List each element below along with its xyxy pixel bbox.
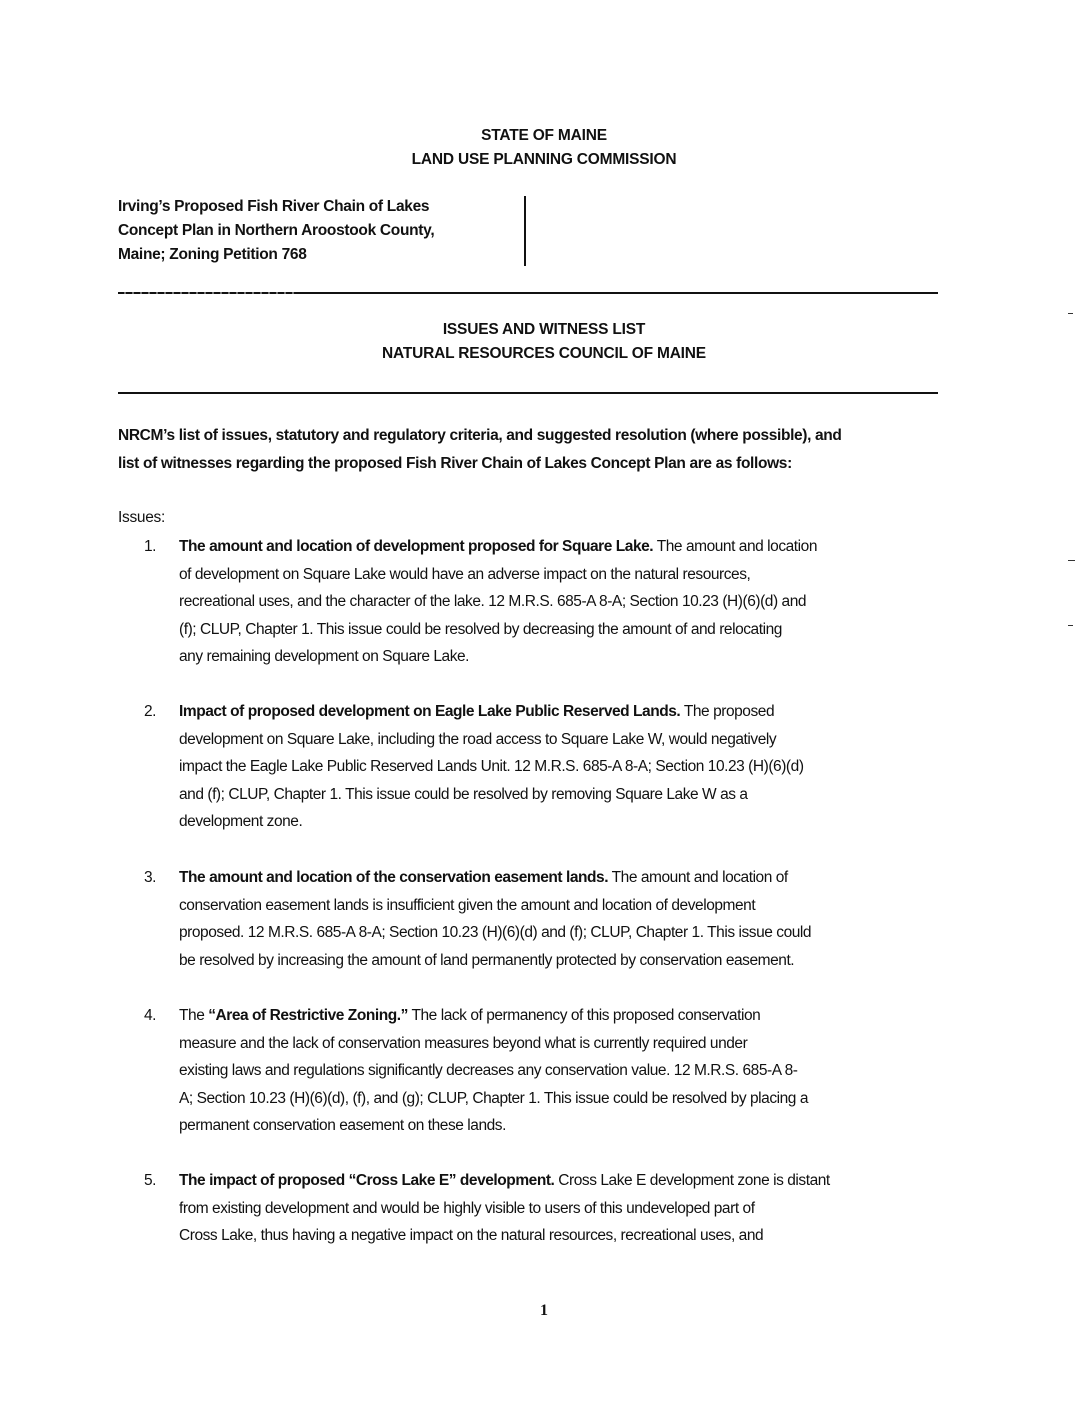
issue-text: The proposed <box>680 703 775 720</box>
document-title-line: ISSUES AND WITNESS LIST <box>442 321 646 338</box>
issue-heading: Impact of proposed development on Eagle Lake Public Reserved Lands. <box>179 703 681 720</box>
issue-text: (f); CLUP, Chapter 1. This issue could be resolved by decreasing the amount of and relocating <box>179 620 782 638</box>
issue-text: existing laws and regulations significantly decreases any conservation value. 12 M.R.S. 685-A 8- <box>179 1062 798 1079</box>
issue-body <box>179 698 949 836</box>
issue-number: 3. <box>144 869 157 886</box>
intro-paragraph <box>118 422 948 478</box>
issue-text: The amount and location of <box>608 869 788 886</box>
caption-line: Irving’s Proposed Fish River Chain of Lakes <box>118 198 430 215</box>
scan-artifact-mark <box>1068 560 1075 561</box>
horizontal-rule-artifact <box>118 292 298 294</box>
issue-heading: The amount and location of development proposed for Square Lake. <box>179 538 654 555</box>
issue-text: be resolved by increasing the amount of land permanently protected by conservation easement. <box>179 951 795 969</box>
issue-body <box>179 864 949 974</box>
issue-text: A; Section 10.23 (H)(6)(d), (f), and (g); CLUP, Chapter 1. This issue could be resolved by placing a <box>179 1089 809 1107</box>
document-title <box>0 318 1088 366</box>
issues-label: Issues: <box>118 509 166 526</box>
issue-text: Cross Lake, thus having a negative impact on the natural resources, recreational uses, and <box>179 1227 764 1244</box>
issue-text: recreational uses, and the character of the lake. 12 M.R.S. 685-A 8-A; Section 10.23 (H)(6)(d) and <box>179 593 807 610</box>
issue-number: 2. <box>144 703 157 720</box>
issue-text: and (f); CLUP, Chapter 1. This issue could be resolved by removing Square Lake W as a <box>179 785 748 803</box>
issue-heading: The amount and location of the conservation easement lands. <box>179 869 609 886</box>
issue-text: proposed. 12 M.R.S. 685-A 8-A; Section 10.23 (H)(6)(d) and (f); CLUP, Chapter 1. This issue could <box>179 924 812 941</box>
issue-number: 1. <box>144 538 157 555</box>
organization-name: NATURAL RESOURCES COUNCIL OF MAINE <box>382 345 706 362</box>
scan-artifact-mark <box>1068 625 1073 626</box>
issue-body <box>179 533 949 671</box>
case-caption <box>118 195 434 267</box>
issue-heading: “Area of Restrictive Zoning.” <box>208 1007 408 1024</box>
issue-text: impact the Eagle Lake Public Reserved Lands Unit. 12 M.R.S. 685-A 8-A; Section 10.23 (H)(6)(d) <box>179 758 804 775</box>
agency-header <box>0 124 1088 172</box>
issue-text: The amount and location <box>653 538 817 555</box>
caption-divider <box>524 196 526 266</box>
issue-text: of development on Square Lake would have an adverse impact on the natural resources, <box>179 565 751 583</box>
scan-artifact-mark <box>1068 313 1073 314</box>
issue-text: permanent conservation easement on these lands. <box>179 1117 506 1134</box>
issue-text: development on Square Lake, including the road access to Square Lake W, would negatively <box>179 730 777 748</box>
issue-text: from existing development and would be highly visible to users of this undeveloped part of <box>179 1199 755 1217</box>
issue-number: 4. <box>144 1007 157 1024</box>
page-number: 1 <box>540 1302 548 1319</box>
issue-heading-prefix: The <box>179 1007 209 1024</box>
issue-body <box>179 1002 949 1140</box>
issue-text: any remaining development on Square Lake. <box>179 648 470 665</box>
issue-text: Cross Lake E development zone is distant <box>554 1172 830 1189</box>
caption-line: Concept Plan in Northern Aroostook County, <box>118 222 435 239</box>
intro-line: NRCM’s list of issues, statutory and regulatory criteria, and suggested resolution (where possible), and <box>118 427 842 444</box>
issue-number: 5. <box>144 1172 157 1189</box>
intro-line: list of witnesses regarding the proposed Fish River Chain of Lakes Concept Plan are as follows: <box>118 455 792 472</box>
issue-heading: The impact of proposed “Cross Lake E” development. <box>179 1172 555 1189</box>
issue-text: The lack of permanency of this proposed conservation <box>407 1007 761 1024</box>
caption-line: Maine; Zoning Petition 768 <box>118 246 307 263</box>
horizontal-rule <box>118 392 938 394</box>
issue-body <box>179 1167 949 1250</box>
state-heading: STATE OF MAINE <box>481 127 607 144</box>
issue-text: measure and the lack of conservation measures beyond what is currently required under <box>179 1034 748 1052</box>
issue-text: development zone. <box>179 813 303 830</box>
commission-heading: LAND USE PLANNING COMMISSION <box>411 151 677 168</box>
issue-text: conservation easement lands is insufficient given the amount and location of development <box>179 896 756 914</box>
